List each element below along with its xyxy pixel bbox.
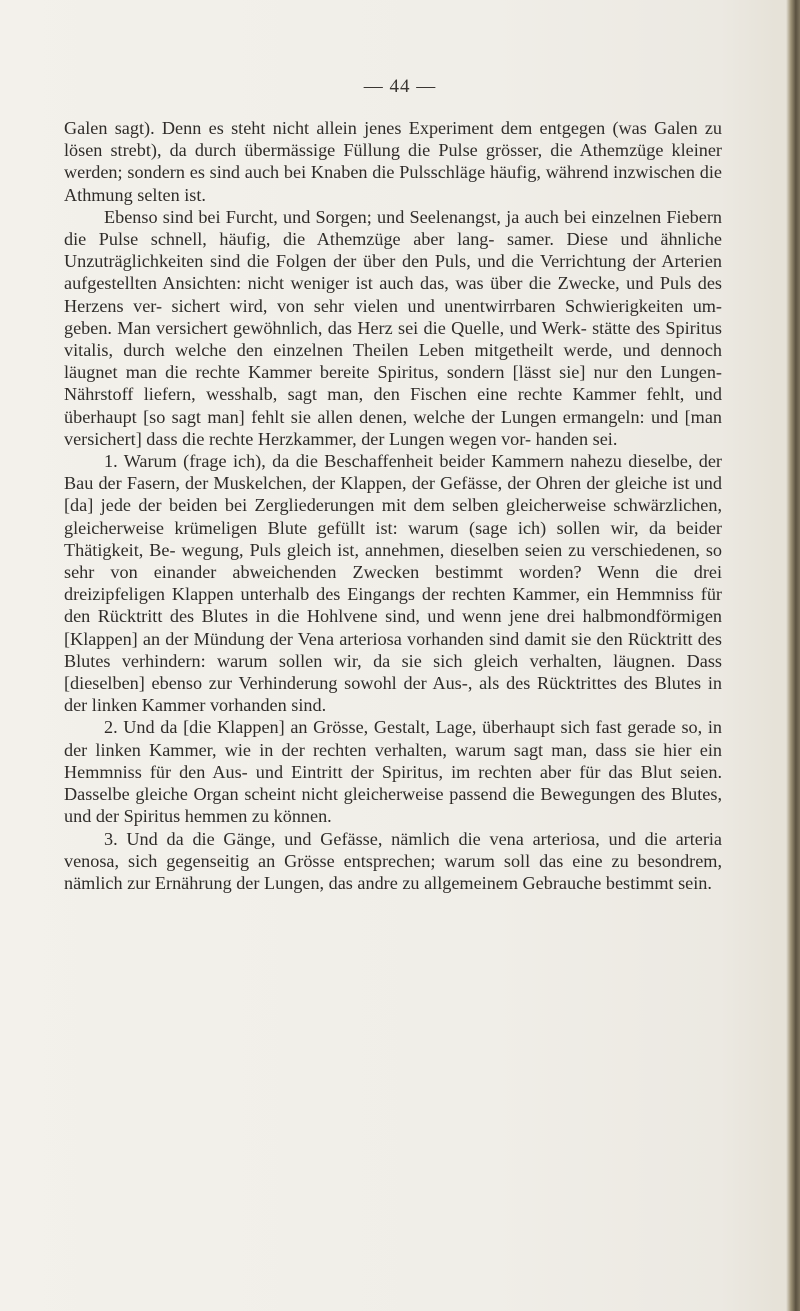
page-edge-shadow [786, 0, 800, 1311]
page-number: — 44 — [363, 76, 437, 97]
paragraph-point-2: 2. Und da [die Klappen] an Grösse, Gestalt, Lage, überhaupt sich fast gerade so, in der linken Kammer, wie in der rechten verhalten, warum sagt man, dass sie hier ein Hemmniss für den Aus- und Eintritt der Spiritus, im rechten aber für das Blut seien. Dasselbe gleiche Organ scheint nicht gleicherweise passend die Bewegungen des Blutes, und der Spiritus hemmen zu können. [64, 717, 722, 827]
paragraph-point-1: 1. Warum (frage ich), da die Beschaffenheit beider Kammern nahezu dieselbe, der Bau der Fasern, der Muskelchen, der Klappen, der Gefässe, der Ohren der gleiche ist und [da] jede der beiden bei Zergliederungen mit dem selben gleicherweise schwärzlichen, gleicherweise krümeligen Blute gefüllt ist: warum (sage ich) sollen wir, da beider Thätigkeit, Be- wegung, Puls gleich ist, annehmen, dieselben seien zu verschiedenen, so sehr von einander abweichenden Zwecken bestimmt worden? Wenn die drei dreizipfeligen Klappen unterhalb des Eingangs der rechten Kammer, ein Hemmniss für den Rücktritt des Blutes in die Hohlvene sind, und wenn jene drei halbmondförmigen [Klappen] an der Mündung der Vena arteriosa vorhanden sind damit sie den Rücktritt des Blutes verhindern: warum sollen wir, da sie sich gleich verhalten, läugnen. Dass [dieselben] ebenso zur Verhinderung sowohl der Aus-, als des Rücktrittes des Blutes in der linken Kammer vorhanden sind. [64, 451, 722, 716]
page-body [64, 117, 722, 894]
paragraph-continuation: Galen sagt). Denn es steht nicht allein jenes Experiment dem entgegen (was Galen zu lösen strebt), da durch übermässige Füllung die Pulse grösser, die Athemzüge kleiner werden; sondern es sind auch bei Knaben die Pulsschläge häufig, während inzwischen die Athmung selten ist. [64, 118, 722, 205]
paragraph-ebenso: Ebenso sind bei Furcht, und Sorgen; und Seelenangst, ja auch bei einzelnen Fiebern die Pulse schnell, häufig, die Athemzüge aber lang- samer. Diese und ähnliche Unzuträglichkeiten sind die Folgen der über den Puls, und die Verrichtung der Arterien aufgestellten Ansichten: nicht weniger ist auch das, was über die Zwecke, und Puls des Herzens ver- sichert wird, von sehr vielen und unentwirrbaren Schwierigkeiten um- geben. Man versichert gewöhnlich, das Herz sei die Quelle, und Werk- stätte des Spiritus vitalis, durch welche den einzelnen Theilen Leben mitgetheilt werde, und dennoch läugnet man die rechte Kammer bereite Spiritus, sondern [lässt sie] nur den Lungen-Nährstoff liefern, wesshalb, sagt man, den Fischen eine rechte Kammer fehlt, und überhaupt [so sagt man] fehlt sie allen denen, welche der Lungen ermangeln: und [man versichert] dass die rechte Herzkammer, der Lungen wegen vor- handen sei. [64, 206, 722, 449]
paragraph-point-3: 3. Und da die Gänge, und Gefässe, nämlich die vena arteriosa, und die arteria venosa, sich gegenseitig an Grösse entsprechen; warum soll das eine zu besondrem, nämlich zur Ernährung der Lungen, das andre zu allgemeinem Gebrauche bestimmt sein. [64, 828, 722, 893]
